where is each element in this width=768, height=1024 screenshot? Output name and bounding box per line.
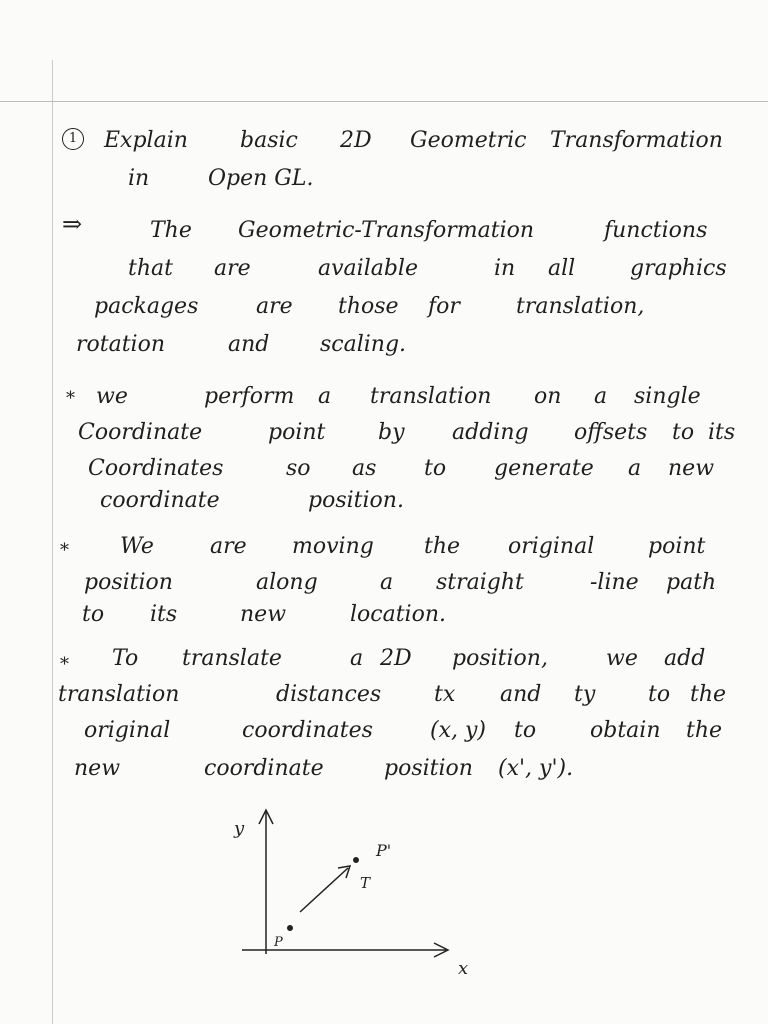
word: point <box>268 420 326 445</box>
bullet1-line-2 <box>0 416 768 450</box>
word: We <box>120 534 154 559</box>
word: path <box>666 570 717 595</box>
bullet-star-icon: * <box>60 654 69 675</box>
word: position, <box>452 646 548 671</box>
word: the <box>424 534 461 559</box>
word: perform <box>204 384 295 409</box>
word: tx <box>434 682 456 707</box>
word: position. <box>308 488 404 513</box>
word: packages <box>94 294 199 319</box>
word: Explain <box>104 128 188 153</box>
word: so <box>286 456 311 481</box>
translation-vector <box>300 868 348 912</box>
word: to <box>648 682 671 707</box>
word: those <box>338 294 399 319</box>
word: basic <box>240 128 298 153</box>
word: are <box>214 256 251 281</box>
word: position <box>84 570 173 595</box>
question-line-1 <box>0 124 768 158</box>
word: are <box>210 534 247 559</box>
word: point <box>648 534 706 559</box>
word: scaling. <box>320 332 407 357</box>
word: new <box>240 602 287 627</box>
word: available <box>318 256 418 281</box>
word: the <box>686 718 723 743</box>
word: a <box>594 384 608 409</box>
word: original <box>508 534 595 559</box>
word: position <box>384 756 473 781</box>
word: single <box>634 384 701 409</box>
question-number: 1 <box>62 128 84 150</box>
word: for <box>428 294 460 319</box>
y-axis-label: y <box>234 818 245 839</box>
word: we <box>606 646 638 671</box>
para1-line-1 <box>0 214 768 248</box>
word: The <box>150 218 192 243</box>
word: original <box>84 718 171 743</box>
word: obtain <box>590 718 661 743</box>
word: translate <box>182 646 282 671</box>
word: that <box>128 256 173 281</box>
word: and <box>500 682 542 707</box>
bullet2-line-3 <box>0 598 768 632</box>
word: coordinate <box>204 756 324 781</box>
p-prime-label: P' <box>376 841 392 860</box>
word: to <box>424 456 447 481</box>
bullet1-line-1 <box>0 380 768 414</box>
word: to <box>82 602 105 627</box>
word: Geometric <box>410 128 527 153</box>
word: we <box>96 384 128 409</box>
word: (x', y'). <box>498 756 574 781</box>
para1-line-2 <box>0 252 768 286</box>
word: by <box>378 420 405 445</box>
word: Coordinate <box>78 420 203 445</box>
word: moving <box>292 534 374 559</box>
word: new <box>74 756 121 781</box>
bullet2-line-1 <box>0 530 768 564</box>
word: in <box>494 256 516 281</box>
word: ty <box>574 682 596 707</box>
t-label: T <box>360 874 371 892</box>
word: 2D <box>380 646 412 671</box>
word: as <box>352 456 377 481</box>
word: add <box>664 646 706 671</box>
word: are <box>256 294 293 319</box>
word: to <box>672 420 695 445</box>
para1-line-4 <box>0 328 768 362</box>
word: translation, <box>516 294 645 319</box>
word: the <box>690 682 727 707</box>
word: all <box>548 256 576 281</box>
point-p-prime <box>353 857 359 863</box>
word: Transformation <box>550 128 723 153</box>
x-axis-label: x <box>458 958 469 979</box>
word: 2D <box>340 128 372 153</box>
word: location. <box>350 602 447 627</box>
word: -line <box>590 570 639 595</box>
bullet2-line-2 <box>0 566 768 600</box>
word: in <box>128 166 150 191</box>
word: functions <box>604 218 708 243</box>
word: Geometric-Transformation <box>238 218 535 243</box>
point-p <box>287 925 293 931</box>
bullet-star-icon: * <box>66 388 75 409</box>
word: adding <box>452 420 529 445</box>
word: a <box>628 456 642 481</box>
word: new <box>668 456 715 481</box>
bullet-star-icon: * <box>60 540 69 561</box>
bullet3-line-4 <box>0 752 768 786</box>
word: graphics <box>630 256 727 281</box>
word: its <box>150 602 178 627</box>
word: distances <box>276 682 382 707</box>
word: to <box>514 718 537 743</box>
word: coordinate <box>100 488 220 513</box>
translation-diagram <box>226 804 486 984</box>
answer-arrow-icon: ⇒ <box>62 210 83 238</box>
word: generate <box>494 456 594 481</box>
word: coordinates <box>242 718 373 743</box>
word: a <box>350 646 364 671</box>
word: translation <box>370 384 492 409</box>
word: along <box>256 570 318 595</box>
word: on <box>534 384 562 409</box>
word: a <box>318 384 332 409</box>
question-line-2 <box>0 162 768 196</box>
bullet3-line-2 <box>0 678 768 712</box>
word: rotation <box>76 332 166 357</box>
word: To <box>112 646 139 671</box>
word: Coordinates <box>88 456 224 481</box>
word: its <box>708 420 736 445</box>
word: translation <box>58 682 180 707</box>
bullet3-line-3 <box>0 714 768 748</box>
word: offsets <box>574 420 648 445</box>
word: a <box>380 570 394 595</box>
word: Open GL. <box>208 166 314 191</box>
word: (x, y) <box>430 718 486 743</box>
bullet3-line-1 <box>0 642 768 676</box>
para1-line-3 <box>0 290 768 324</box>
bullet1-line-3 <box>0 452 768 486</box>
word: straight <box>436 570 524 595</box>
word: and <box>228 332 270 357</box>
bullet1-line-4 <box>0 484 768 518</box>
header-rule <box>0 101 768 102</box>
p-label: P <box>274 935 283 950</box>
